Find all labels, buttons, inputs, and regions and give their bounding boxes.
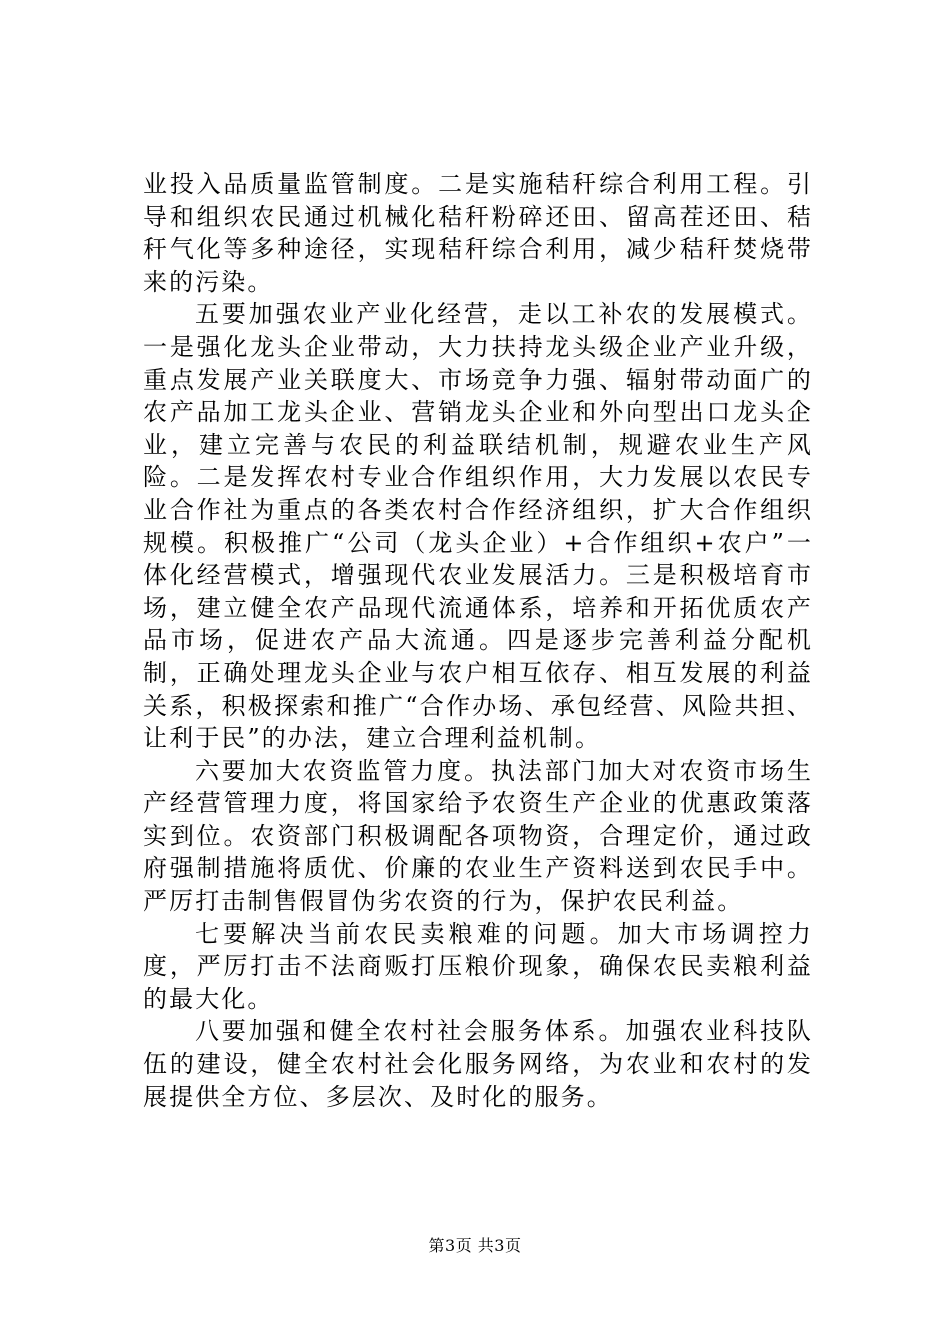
paragraph-eight: 八要加强和健全农村社会服务体系。加强农业科技队伍的建设，健全农村社会化服务网络，为农业和农村的发展提供全方位、多层次、及时化的服务。 — [143, 1017, 813, 1111]
paragraph-five: 五要加强农业产业化经营，走以工补农的发展模式。一是强化龙头企业带动，大力扶持龙头级企业产业升级，重点发展产业关联度大、市场竞争力强、辐射带动面广的农产品加工龙头企业、营销龙头企业和外向型出口龙头企业，建立完善与农民的利益联结机制，规避农业生产风险。二是发挥农村专业合作组织作用，大力发展以农民专业合作社为重点的各类农村合作经济组织，扩大合作组织规模。积极推广“公司（龙头企业）+合作组织+农户”一体化经营模式，增强现代农业发展活力。三是积极培育市场，建立健全农产品现代流通体系，培养和开拓优质农产品市场，促进农产品大流通。四是逐步完善利益分配机制，正确处理龙头企业与农户相互依存、相互发展的利益关系，积极探索和推广“合作办场、承包经营、风险共担、让利于民”的办法，建立合理利益机制。 — [143, 300, 813, 753]
document-body — [143, 168, 813, 1113]
paragraph-seven: 七要解决当前农民卖粮难的问题。加大市场调控力度，严厉打击不法商贩打压粮价现象，确保农民卖粮利益的最大化。 — [143, 919, 813, 1013]
paragraph-continuation: 业投入品质量监管制度。二是实施秸秆综合利用工程。引导和组织农民通过机械化秸秆粉碎还田、留高茬还田、秸秆气化等多种途径，实现秸秆综合利用，减少秸秆焚烧带来的污染。 — [143, 170, 813, 296]
paragraph-six: 六要加大农资监管力度。执法部门加大对农资市场生产经营管理力度，将国家给予农资生产企业的优惠政策落实到位。农资部门积极调配各项物资，合理定价，通过政府强制措施将质优、价廉的农业生产资料送到农民手中。严厉打击制售假冒伪劣农资的行为，保护农民利益。 — [143, 756, 813, 916]
page-footer: 第3页 共3页 — [428, 1236, 522, 1255]
